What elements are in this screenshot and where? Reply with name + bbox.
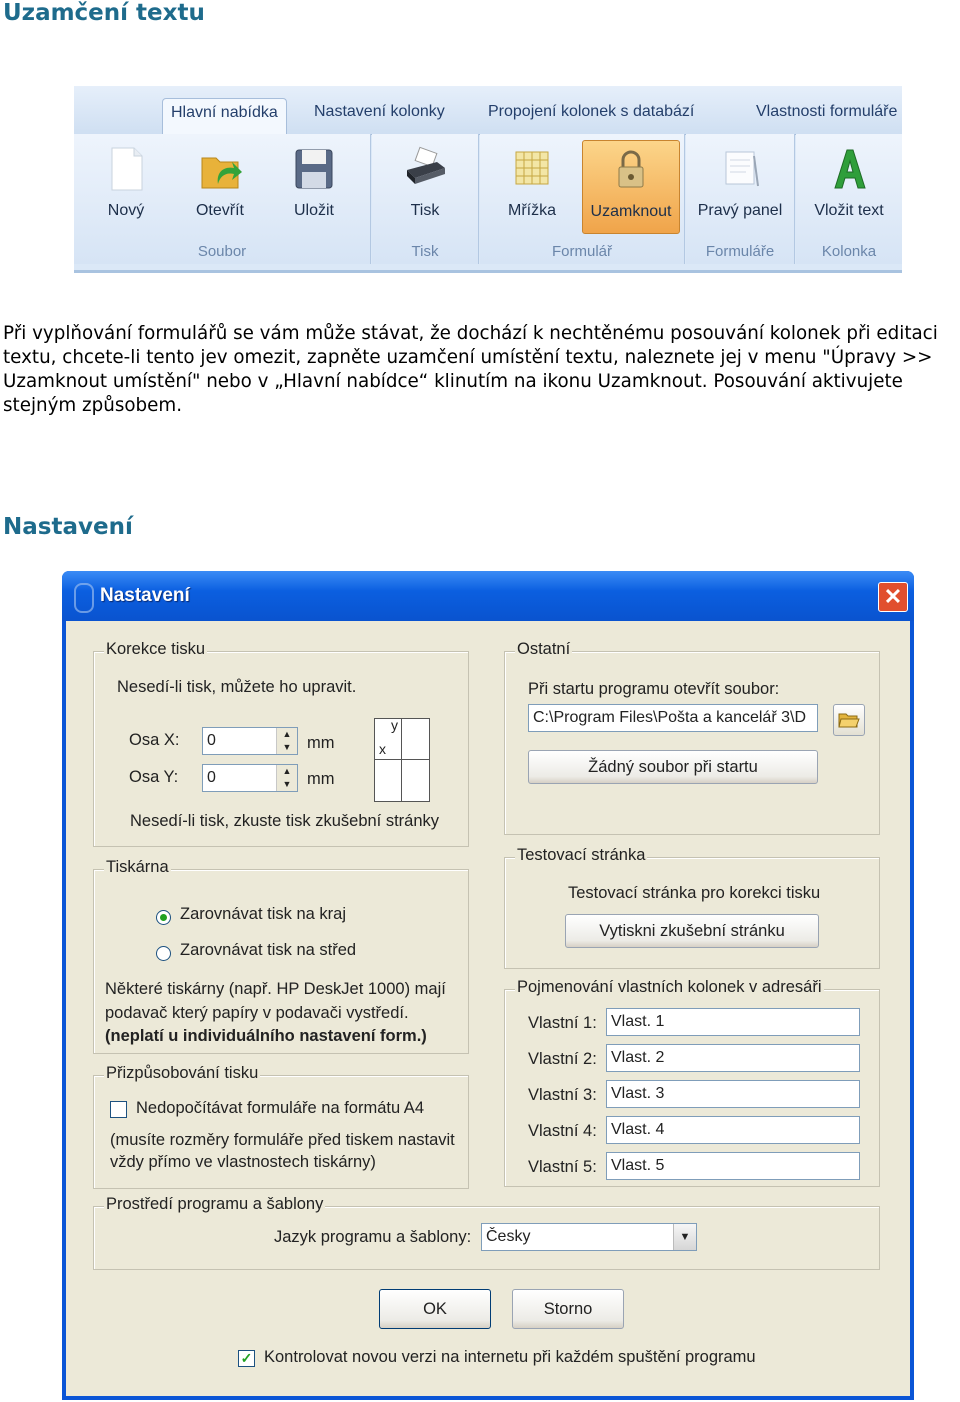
a4-fit-checkbox[interactable]: [110, 1101, 127, 1118]
cancel-button[interactable]: Storno: [512, 1289, 624, 1329]
right-panel-button[interactable]: Pravý panel: [692, 140, 788, 232]
ribbon-group-column: [796, 134, 902, 264]
group-other: [504, 640, 880, 835]
fit-note-line1: (musíte rozměry formuláře před tiskem nastavit: [110, 1131, 455, 1149]
axis-diagram: [374, 718, 430, 802]
axis-x-label: Osa X:: [129, 731, 180, 749]
right-panel-icon: [718, 146, 762, 192]
custom-input-1[interactable]: Vlast. 1: [606, 1008, 860, 1036]
a4-fit-label: Nedopočítávat formuláře na formátu A4: [136, 1099, 424, 1117]
group-custom-columns: [504, 978, 880, 1187]
group-environment: [93, 1195, 880, 1270]
group-title-environment: Prostředí programu a šablony: [106, 1195, 324, 1213]
lock-icon: [609, 147, 653, 193]
ribbon-group-print: [372, 134, 479, 264]
browse-folder-button[interactable]: [833, 704, 865, 736]
tab-main-menu[interactable]: Hlavní nabídka: [162, 98, 287, 135]
ok-button[interactable]: OK: [379, 1289, 491, 1329]
group-title-custom-columns: Pojmenování vlastních kolonek v adresáři: [517, 978, 822, 996]
print-test-page-button[interactable]: Vytiskni zkušební stránku: [565, 914, 819, 948]
ribbon-toolbar: [74, 86, 902, 273]
ribbon-group-form: [480, 134, 685, 264]
paperclip-icon: [74, 583, 94, 613]
language-label: Jazyk programu a šablony:: [274, 1228, 472, 1246]
axis-x-letter: x: [379, 741, 386, 757]
custom-label-3: Vlastní 3:: [528, 1086, 597, 1104]
section-heading-settings: Nastavení: [3, 514, 133, 540]
custom-label-2: Vlastní 2:: [528, 1050, 597, 1068]
align-edge-label: Zarovnávat tisk na kraj: [180, 905, 346, 923]
group-title-print-correction: Korekce tisku: [106, 640, 206, 658]
axis-y-input[interactable]: [202, 764, 298, 792]
printer-note-line1: Některé tiskárny (např. HP DeskJet 1000) mají: [105, 980, 446, 998]
language-select[interactable]: [481, 1223, 697, 1251]
tab-form-properties[interactable]: Vlastnosti formuláře: [756, 103, 898, 120]
custom-label-4: Vlastní 4:: [528, 1122, 597, 1140]
print-correction-hint: Nesedí-li tisk, můžete ho upravit.: [117, 678, 357, 696]
open-folder-icon: [198, 146, 242, 192]
axis-x-spinner[interactable]: ▲ ▼: [276, 728, 297, 754]
dropdown-arrow-icon[interactable]: ▼: [673, 1224, 696, 1250]
axis-x-unit: mm: [307, 734, 335, 752]
group-title-print-fit: Přizpůsobování tisku: [106, 1064, 259, 1082]
close-button[interactable]: ✕: [878, 582, 908, 612]
printer-note-line2: podavač který papíry v podavači vystředí.: [105, 1004, 409, 1022]
settings-dialog: [62, 571, 914, 1400]
no-startup-file-button[interactable]: Žádný soubor při startu: [528, 750, 818, 784]
fit-note-line2: vždy přímo ve vlastnostech tiskárny): [110, 1153, 376, 1171]
group-test-page: [504, 846, 880, 969]
tab-database-link[interactable]: Propojení kolonek s databází: [488, 103, 695, 120]
save-button[interactable]: Uložit: [266, 140, 362, 232]
align-edge-radio[interactable]: [156, 910, 171, 925]
ribbon-group-forms: [686, 134, 795, 264]
axis-y-unit: mm: [307, 770, 335, 788]
printer-icon: [403, 146, 447, 192]
axis-y-spinner[interactable]: ▲ ▼: [276, 765, 297, 791]
grid-icon: [510, 146, 554, 192]
body-paragraph: Při vyplňování formulářů se vám může stávat, že dochází k nechtěnému posouvání kolonek při editaci textu, chcete-li tento jev omezit, zapněte uzamčení umístění textu, naleznete jej v menu "Úpravy >> Uzamknout umístění" nebo v „Hlavní nabídce“ klinutím na ikonu Uzamknout. Posouvání aktivujete stejným způsobem.: [3, 323, 938, 416]
ribbon-group-file: [74, 134, 371, 264]
dialog-title: Nastavení: [100, 585, 190, 606]
update-check-checkbox[interactable]: ✓: [238, 1350, 255, 1367]
group-print-fit: [93, 1064, 469, 1189]
custom-input-4[interactable]: Vlast. 4: [606, 1116, 860, 1144]
axis-y-value: 0: [207, 769, 216, 786]
axis-x-value: 0: [207, 732, 216, 749]
ribbon-group-label-column: Kolonka: [821, 243, 877, 260]
group-printer: [93, 858, 469, 1054]
new-button[interactable]: Nový: [78, 140, 174, 232]
lock-button[interactable]: Uzamknout: [582, 140, 680, 234]
language-value: Česky: [486, 1228, 531, 1245]
ribbon-group-label-forms: Formuláře: [705, 243, 775, 260]
ribbon-group-label-file: Soubor: [197, 243, 247, 260]
axis-x-input[interactable]: [202, 727, 298, 755]
ribbon-group-label-print: Tisk: [411, 243, 439, 260]
align-center-radio[interactable]: [156, 946, 171, 961]
custom-label-1: Vlastní 1:: [528, 1014, 597, 1032]
axis-y-letter: y: [391, 717, 398, 733]
custom-input-2[interactable]: Vlast. 2: [606, 1044, 860, 1072]
dialog-titlebar[interactable]: [62, 571, 914, 621]
open-button[interactable]: Otevřít: [172, 140, 268, 232]
print-button[interactable]: Tisk: [377, 140, 473, 232]
update-check-label: Kontrolovat novou verzi na internetu při každém spuštění programu: [264, 1348, 756, 1366]
ribbon-group-label-form: Formulář: [551, 243, 612, 260]
folder-open-icon: [837, 708, 861, 732]
grid-button[interactable]: Mřížka: [484, 140, 580, 232]
custom-input-3[interactable]: Vlast. 3: [606, 1080, 860, 1108]
dialog-body: [66, 621, 910, 1396]
section-heading-lock: Uzamčení textu: [3, 0, 205, 26]
custom-input-5[interactable]: Vlast. 5: [606, 1152, 860, 1180]
group-print-correction: [93, 640, 469, 847]
new-document-icon: [104, 146, 148, 192]
group-title-other: Ostatní: [517, 640, 571, 658]
axis-y-label: Osa Y:: [129, 768, 179, 786]
tab-column-settings[interactable]: Nastavení kolonky: [314, 103, 445, 120]
test-page-label: Testovací stránka pro korekci tisku: [568, 884, 821, 902]
print-correction-footer: Nesedí-li tisk, zkuste tisk zkušební stránky: [130, 812, 440, 830]
startup-file-label: Při startu programu otevřít soubor:: [528, 680, 780, 698]
insert-text-button[interactable]: Vložit text: [801, 140, 897, 232]
custom-label-5: Vlastní 5:: [528, 1158, 597, 1176]
align-center-label: Zarovnávat tisk na střed: [180, 941, 357, 959]
printer-note-line3: (neplatí u individuálního nastavení form.): [105, 1027, 427, 1045]
group-title-test-page: Testovací stránka: [517, 846, 646, 864]
group-title-printer: Tiskárna: [106, 858, 169, 876]
startup-file-input[interactable]: C:\Program Files\Pošta a kancelář 3\D: [528, 704, 818, 732]
floppy-disk-icon: [292, 146, 336, 192]
insert-text-icon: [827, 146, 871, 192]
ribbon-tab-bar: [74, 86, 902, 135]
